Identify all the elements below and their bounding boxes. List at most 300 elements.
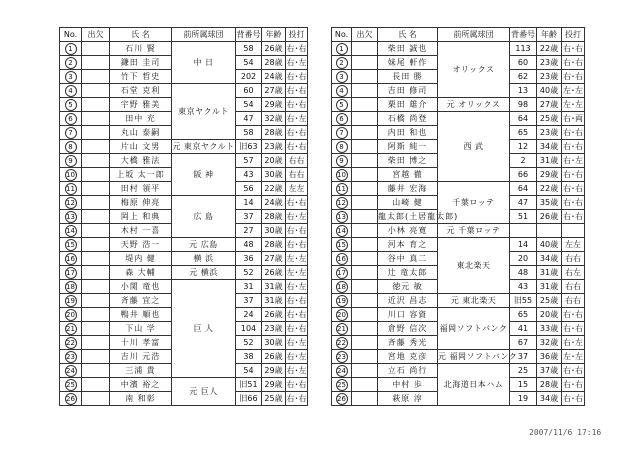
attendance-cell[interactable] (82, 70, 110, 84)
attendance-cell[interactable] (352, 322, 378, 336)
attendance-cell[interactable] (352, 280, 378, 294)
player-age: 25歳 (537, 112, 562, 126)
uniform-number: 旧51 (236, 378, 262, 392)
table-row (332, 224, 585, 238)
attendance-cell[interactable] (82, 84, 110, 98)
player-name: 辻 竜太郎 (378, 266, 438, 280)
player-age: 25歳 (262, 392, 286, 406)
bats-throws: 右右 (562, 252, 585, 266)
row-number-cell (332, 252, 352, 266)
roster-table-left (59, 27, 308, 406)
attendance-cell[interactable] (82, 280, 110, 294)
player-age: 31歳 (537, 280, 562, 294)
attendance-cell[interactable] (352, 84, 378, 98)
former-team: 横 浜 (172, 252, 236, 266)
bats-throws: 右･右 (286, 238, 308, 252)
player-age: 34歳 (537, 140, 562, 154)
row-number: 20 (337, 310, 346, 319)
row-number: 4 (336, 85, 348, 97)
column-header: 投打 (562, 28, 585, 42)
bats-throws: 右･右 (286, 126, 308, 140)
uniform-number: 2 (510, 154, 537, 168)
bats-throws: 左･左 (286, 266, 308, 280)
player-age: 31歳 (537, 266, 562, 280)
row-number-cell (60, 168, 82, 182)
attendance-cell[interactable] (352, 112, 378, 126)
former-team: 北海道日本ハム (438, 364, 510, 406)
uniform-number: 14 (510, 238, 537, 252)
attendance-cell[interactable] (82, 266, 110, 280)
player-age: 23歳 (537, 56, 562, 70)
table-row (332, 98, 585, 112)
player-name: 立石 尚行 (378, 364, 438, 378)
player-name: 宇野 雅美 (110, 98, 172, 112)
bats-throws: 右･右 (286, 196, 308, 210)
player-name: 栗田 雄介 (378, 98, 438, 112)
player-age: 28歳 (262, 56, 286, 70)
row-number: 15 (337, 240, 346, 249)
bats-throws: 右･右 (286, 224, 308, 238)
former-team: オリックス (438, 42, 510, 98)
bats-throws: 右右 (286, 154, 308, 168)
uniform-number: 14 (236, 196, 262, 210)
row-number: 22 (66, 338, 75, 347)
player-age: 35歳 (537, 196, 562, 210)
table-row (60, 378, 308, 392)
player-name: 田村 領平 (110, 182, 172, 196)
attendance-cell[interactable] (352, 252, 378, 266)
bats-throws: 右右 (286, 168, 308, 182)
uniform-number: 64 (510, 112, 537, 126)
row-number: 19 (66, 296, 75, 305)
player-age: 23歳 (262, 322, 286, 336)
player-name: 田中 充 (110, 112, 172, 126)
attendance-cell[interactable] (352, 70, 378, 84)
former-team: 西 武 (438, 112, 510, 182)
player-age: 28歳 (262, 238, 286, 252)
attendance-cell[interactable] (82, 350, 110, 364)
attendance-cell[interactable] (352, 42, 378, 56)
player-name: 下山 学 (110, 322, 172, 336)
row-number: 2 (336, 57, 348, 69)
row-number-cell (60, 322, 82, 336)
row-number: 23 (66, 352, 75, 361)
row-number-cell (60, 308, 82, 322)
row-number: 5 (336, 99, 348, 111)
uniform-number: 51 (510, 210, 537, 224)
uniform-number: 旧63 (236, 140, 262, 154)
player-name: 鴨井 順也 (110, 308, 172, 322)
player-name: 藤井 宏海 (378, 182, 438, 196)
attendance-cell[interactable] (82, 154, 110, 168)
bats-throws: 右･右 (562, 392, 585, 406)
bats-throws: 右･右 (562, 322, 585, 336)
player-age (537, 224, 562, 238)
bats-throws: 右･右 (286, 84, 308, 98)
player-age: 26歳 (262, 42, 286, 56)
uniform-number: 27 (236, 224, 262, 238)
player-age: 27歳 (537, 98, 562, 112)
attendance-cell[interactable] (352, 308, 378, 322)
attendance-cell[interactable] (82, 140, 110, 154)
bats-throws: 右･右 (562, 140, 585, 154)
uniform-number: 38 (236, 350, 262, 364)
uniform-number: 19 (510, 392, 537, 406)
row-number: 21 (66, 324, 75, 333)
bats-throws: 右･右 (562, 168, 585, 182)
row-number: 9 (65, 155, 77, 167)
row-number: 26 (337, 394, 346, 403)
row-number: 17 (337, 268, 346, 277)
attendance-cell[interactable] (352, 266, 378, 280)
attendance-cell[interactable] (352, 210, 378, 224)
player-age: 26歳 (262, 308, 286, 322)
column-header: 前所属球団 (172, 28, 236, 42)
player-name: 宮地 克彦 (378, 350, 438, 364)
row-number-cell (332, 126, 352, 140)
row-number: 14 (66, 226, 75, 235)
header-row (332, 28, 585, 42)
bats-throws: 右･右 (286, 322, 308, 336)
uniform-number: 98 (510, 98, 537, 112)
attendance-cell[interactable] (352, 392, 378, 406)
row-number-cell (60, 196, 82, 210)
player-name: 十川 孝富 (110, 336, 172, 350)
player-age: 23歳 (262, 140, 286, 154)
attendance-cell[interactable] (82, 168, 110, 182)
attendance-cell[interactable] (82, 322, 110, 336)
row-number: 11 (337, 184, 346, 193)
bats-throws: 右･右 (562, 210, 585, 224)
player-name: 妹尾 軒作 (378, 56, 438, 70)
uniform-number: 12 (510, 140, 537, 154)
bats-throws: 右･左 (286, 280, 308, 294)
row-number: 3 (65, 71, 77, 83)
row-number-cell (332, 238, 352, 252)
attendance-cell[interactable] (82, 392, 110, 406)
row-number: 8 (65, 141, 77, 153)
row-number-cell (332, 322, 352, 336)
uniform-number: 15 (510, 378, 537, 392)
former-team: 元 横浜 (172, 266, 236, 280)
column-header: 背番号 (236, 28, 262, 42)
bats-throws: 右･右 (562, 56, 585, 70)
player-name: 小関 竜也 (110, 280, 172, 294)
row-number: 10 (337, 170, 346, 179)
table-row (60, 154, 308, 168)
bats-throws: 右･左 (286, 112, 308, 126)
row-number-cell (60, 252, 82, 266)
row-number-cell (332, 364, 352, 378)
row-number-cell (60, 238, 82, 252)
table-row (60, 280, 308, 294)
column-header: 年齢 (262, 28, 286, 42)
uniform-number: 54 (236, 364, 262, 378)
row-number-cell (60, 140, 82, 154)
row-number-cell (332, 140, 352, 154)
bats-throws: 左･左 (562, 84, 585, 98)
uniform-number: 113 (510, 42, 537, 56)
table-row (60, 42, 308, 56)
table-row (332, 308, 585, 322)
uniform-number: 旧55 (510, 294, 537, 308)
attendance-cell[interactable] (352, 350, 378, 364)
former-team: 東京ヤクルト (172, 84, 236, 140)
column-header: 氏 名 (110, 28, 172, 42)
player-age: 22歳 (537, 182, 562, 196)
column-header: 背番号 (510, 28, 537, 42)
former-team: 元 福岡ソフトバンク (438, 350, 510, 364)
uniform-number: 60 (510, 56, 537, 70)
attendance-cell[interactable] (82, 196, 110, 210)
player-age: 28歳 (262, 210, 286, 224)
player-age: 30歳 (262, 168, 286, 182)
bats-throws: 右左 (562, 266, 585, 280)
row-number-cell (332, 336, 352, 350)
row-number-cell (332, 196, 352, 210)
player-name: 柴田 誠也 (378, 42, 438, 56)
attendance-cell[interactable] (82, 378, 110, 392)
attendance-cell[interactable] (352, 378, 378, 392)
player-name: 徳元 敏 (378, 280, 438, 294)
table-row (332, 294, 585, 308)
bats-throws: 左･左 (286, 252, 308, 266)
player-age: 26歳 (262, 266, 286, 280)
player-age: 26歳 (262, 350, 286, 364)
bats-throws: 右･右 (562, 378, 585, 392)
bats-throws: 右･右 (286, 294, 308, 308)
attendance-cell[interactable] (352, 126, 378, 140)
bats-throws: 右･右 (562, 364, 585, 378)
column-header: No. (332, 28, 352, 42)
row-number-cell (60, 112, 82, 126)
player-name: 石川 賢 (110, 42, 172, 56)
row-number: 19 (337, 296, 346, 305)
attendance-cell[interactable] (352, 238, 378, 252)
former-team: 中 日 (172, 42, 236, 84)
player-name: 天野 浩一 (110, 238, 172, 252)
table-row (332, 364, 585, 378)
attendance-cell[interactable] (352, 140, 378, 154)
row-number: 16 (66, 254, 75, 263)
attendance-cell[interactable] (82, 364, 110, 378)
attendance-cell[interactable] (82, 182, 110, 196)
uniform-number: 62 (510, 70, 537, 84)
uniform-number: 43 (510, 280, 537, 294)
attendance-cell[interactable] (82, 56, 110, 70)
column-header: 前所属球団 (438, 28, 510, 42)
row-number-cell (332, 224, 352, 238)
row-number: 17 (66, 268, 75, 277)
attendance-cell[interactable] (82, 238, 110, 252)
player-name: 中村 歩 (378, 378, 438, 392)
table-row (60, 238, 308, 252)
row-number-cell (332, 70, 352, 84)
former-team: 元 東北楽天 (438, 294, 510, 308)
row-number-cell (60, 154, 82, 168)
former-team: 元 千葉ロッテ (438, 224, 510, 238)
bats-throws: 右･両 (562, 112, 585, 126)
bats-throws: 右･左 (286, 364, 308, 378)
row-number: 16 (337, 254, 346, 263)
uniform-number: 65 (510, 126, 537, 140)
bats-throws: 右･右 (562, 308, 585, 322)
player-name: 片山 文男 (110, 140, 172, 154)
print-timestamp: 2007/11/6 17:16 (529, 428, 602, 437)
row-number: 7 (336, 127, 348, 139)
row-number-cell (332, 112, 352, 126)
bats-throws: 右右 (562, 280, 585, 294)
attendance-cell[interactable] (352, 98, 378, 112)
player-name: 川口 容資 (378, 308, 438, 322)
row-number: 6 (336, 113, 348, 125)
row-number-cell (332, 266, 352, 280)
player-name: 三浦 貴 (110, 364, 172, 378)
row-number: 25 (337, 380, 346, 389)
player-name: 近沢 昌志 (378, 294, 438, 308)
row-number-cell (60, 126, 82, 140)
attendance-cell[interactable] (82, 336, 110, 350)
bats-throws: 右･右 (562, 70, 585, 84)
uniform-number: 202 (236, 70, 262, 84)
attendance-cell[interactable] (82, 126, 110, 140)
bats-throws: 右･右 (562, 182, 585, 196)
column-header: No. (60, 28, 82, 42)
uniform-number: 36 (236, 252, 262, 266)
former-team: 阪 神 (172, 154, 236, 196)
attendance-cell[interactable] (352, 364, 378, 378)
uniform-number: 104 (236, 322, 262, 336)
player-name: 梅原 伸亮 (110, 196, 172, 210)
player-age: 31歳 (262, 294, 286, 308)
attendance-cell[interactable] (82, 252, 110, 266)
player-age: 32歳 (537, 336, 562, 350)
row-number-cell (60, 84, 82, 98)
former-team: 元 オリックス (438, 98, 510, 112)
attendance-cell[interactable] (352, 168, 378, 182)
player-name: 鎌田 圭司 (110, 56, 172, 70)
row-number: 26 (66, 394, 75, 403)
attendance-cell[interactable] (82, 210, 110, 224)
uniform-number: 25 (510, 364, 537, 378)
bats-throws: 右･左 (286, 350, 308, 364)
row-number: 21 (337, 324, 346, 333)
row-number-cell (60, 266, 82, 280)
player-name: 萩原 淳 (378, 392, 438, 406)
attendance-cell[interactable] (352, 182, 378, 196)
player-name: 石橋 尚登 (378, 112, 438, 126)
row-number-cell (60, 364, 82, 378)
attendance-cell[interactable] (82, 42, 110, 56)
uniform-number: 47 (236, 112, 262, 126)
uniform-number: 58 (236, 126, 262, 140)
player-name: 山崎 健 (378, 196, 438, 210)
player-name: 森 大輔 (110, 266, 172, 280)
bats-throws: 右･左 (286, 56, 308, 70)
player-name: 谷中 真二 (378, 252, 438, 266)
row-number: 20 (66, 310, 75, 319)
bats-throws: 右･右 (286, 42, 308, 56)
player-age: 40歳 (537, 84, 562, 98)
player-name: 阿斯 純一 (378, 140, 438, 154)
player-age: 24歳 (262, 70, 286, 84)
bats-throws: 右･右 (562, 196, 585, 210)
player-age: 25歳 (537, 294, 562, 308)
player-name: 小林 亮寛 (378, 224, 438, 238)
table-row (60, 140, 308, 154)
player-age: 23歳 (537, 70, 562, 84)
uniform-number: 67 (510, 336, 537, 350)
uniform-number: 54 (236, 56, 262, 70)
attendance-cell[interactable] (82, 112, 110, 126)
row-number-cell (60, 294, 82, 308)
row-number-cell (332, 280, 352, 294)
attendance-cell[interactable] (352, 196, 378, 210)
attendance-cell[interactable] (352, 224, 378, 238)
row-number: 24 (337, 366, 346, 375)
player-age: 24歳 (262, 196, 286, 210)
attendance-cell[interactable] (82, 308, 110, 322)
player-name: 岡上 和典 (110, 210, 172, 224)
player-age: 22歳 (262, 182, 286, 196)
player-age: 29歳 (262, 378, 286, 392)
row-number-cell (60, 280, 82, 294)
former-team: 巨 人 (172, 280, 236, 378)
player-name: 南 和彰 (110, 392, 172, 406)
attendance-cell[interactable] (352, 294, 378, 308)
table-row (60, 84, 308, 98)
row-number: 4 (65, 85, 77, 97)
column-header: 氏 名 (378, 28, 438, 42)
table-row (60, 252, 308, 266)
bats-throws: 右右 (562, 294, 585, 308)
player-name: 柴田 博之 (378, 154, 438, 168)
attendance-cell[interactable] (352, 56, 378, 70)
bats-throws: 右･右 (286, 98, 308, 112)
bats-throws: 右･左 (562, 154, 585, 168)
attendance-cell[interactable] (82, 98, 110, 112)
attendance-cell[interactable] (352, 154, 378, 168)
attendance-cell[interactable] (352, 336, 378, 350)
bats-throws: 右･右 (286, 308, 308, 322)
attendance-cell[interactable] (82, 224, 110, 238)
player-age: 33歳 (537, 322, 562, 336)
bats-throws: 右･左 (286, 336, 308, 350)
player-name: 長田 勝 (378, 70, 438, 84)
row-number: 15 (66, 240, 75, 249)
row-number: 13 (66, 212, 75, 221)
uniform-number: 58 (236, 42, 262, 56)
player-age: 32歳 (262, 112, 286, 126)
uniform-number: 56 (236, 182, 262, 196)
bats-throws: 左左 (562, 238, 585, 252)
uniform-number: 旧66 (236, 392, 262, 406)
player-age: 31歳 (262, 280, 286, 294)
row-number-cell (332, 168, 352, 182)
player-name: 斉藤 宜之 (110, 294, 172, 308)
player-name: 内田 和也 (378, 126, 438, 140)
row-number-cell (60, 182, 82, 196)
attendance-cell[interactable] (82, 294, 110, 308)
row-number: 7 (65, 127, 77, 139)
row-number: 23 (337, 352, 346, 361)
table-row (332, 112, 585, 126)
row-number-cell (60, 392, 82, 406)
row-number-cell (332, 56, 352, 70)
table-row (60, 196, 308, 210)
bats-throws: 右･左 (562, 336, 585, 350)
player-age: 29歳 (262, 364, 286, 378)
